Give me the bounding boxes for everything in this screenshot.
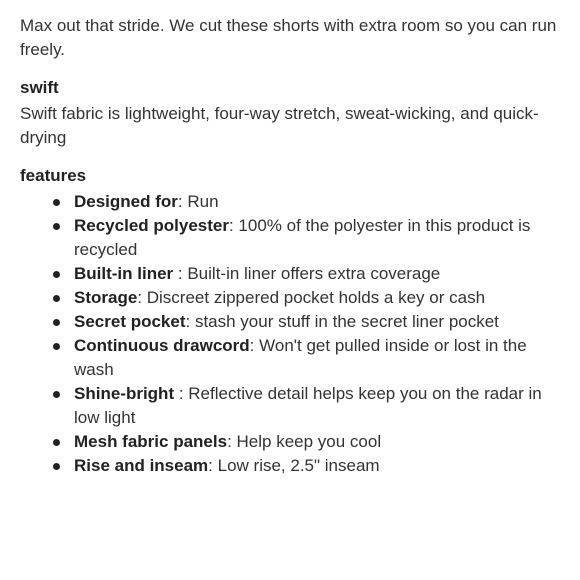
feature-desc: Built-in liner offers extra coverage [187, 264, 441, 283]
feature-term: Secret pocket [74, 312, 186, 331]
feature-term: Rise and inseam [74, 456, 209, 475]
feature-item [20, 214, 560, 262]
feature-separator: : [185, 312, 195, 331]
feature-item [20, 430, 560, 454]
feature-separator: : [174, 384, 189, 403]
feature-term: Designed for [74, 192, 178, 211]
feature-item [20, 190, 560, 214]
bullet-icon [53, 319, 60, 326]
feature-item [20, 262, 560, 286]
bullet-icon [53, 439, 60, 446]
feature-desc: Run [187, 192, 219, 211]
feature-term: Built-in liner [74, 264, 174, 283]
bullet-icon [53, 391, 60, 398]
feature-desc: stash your stuff in the secret liner pocket [194, 312, 499, 331]
feature-term: Recycled polyester [74, 216, 229, 235]
feature-item [20, 286, 560, 310]
feature-term: Mesh fabric panels [74, 432, 228, 451]
feature-separator: : [228, 216, 239, 235]
feature-item [20, 310, 560, 334]
feature-term: Continuous drawcord [74, 336, 250, 355]
feature-item [20, 382, 560, 430]
swift-description: Swift fabric is lightweight, four-way stretch, sweat-wicking, and quick-drying [20, 104, 539, 147]
intro-text: Max out that stride. We cut these shorts with extra room so you can run freely. [20, 16, 557, 59]
feature-separator: : [177, 192, 188, 211]
feature-item [20, 454, 560, 478]
feature-desc: Low rise, 2.5" inseam [217, 456, 380, 475]
bullet-icon [53, 463, 60, 470]
features-list [20, 190, 560, 478]
bullet-icon [53, 271, 60, 278]
feature-desc: Reflective detail helps keep you on the radar in low light [74, 384, 542, 427]
feature-separator: : [173, 264, 188, 283]
feature-separator: : [208, 456, 218, 475]
feature-desc: Won't get pulled inside or lost in the wash [74, 336, 527, 379]
bullet-icon [53, 199, 60, 206]
bullet-icon [53, 223, 60, 230]
features-heading: features [20, 166, 87, 185]
feature-separator: : [249, 336, 260, 355]
feature-term: Storage [74, 288, 138, 307]
feature-separator: : [137, 288, 147, 307]
feature-separator: : [227, 432, 237, 451]
feature-item [20, 334, 560, 382]
feature-desc: Help keep you cool [236, 432, 382, 451]
bullet-icon [53, 295, 60, 302]
feature-desc: Discreet zippered pocket holds a key or cash [146, 288, 486, 307]
feature-term: Shine-bright [74, 384, 175, 403]
bullet-icon [53, 343, 60, 350]
feature-desc: 100% of the polyester in this product is recycled [74, 216, 531, 259]
swift-heading: swift [20, 78, 59, 97]
